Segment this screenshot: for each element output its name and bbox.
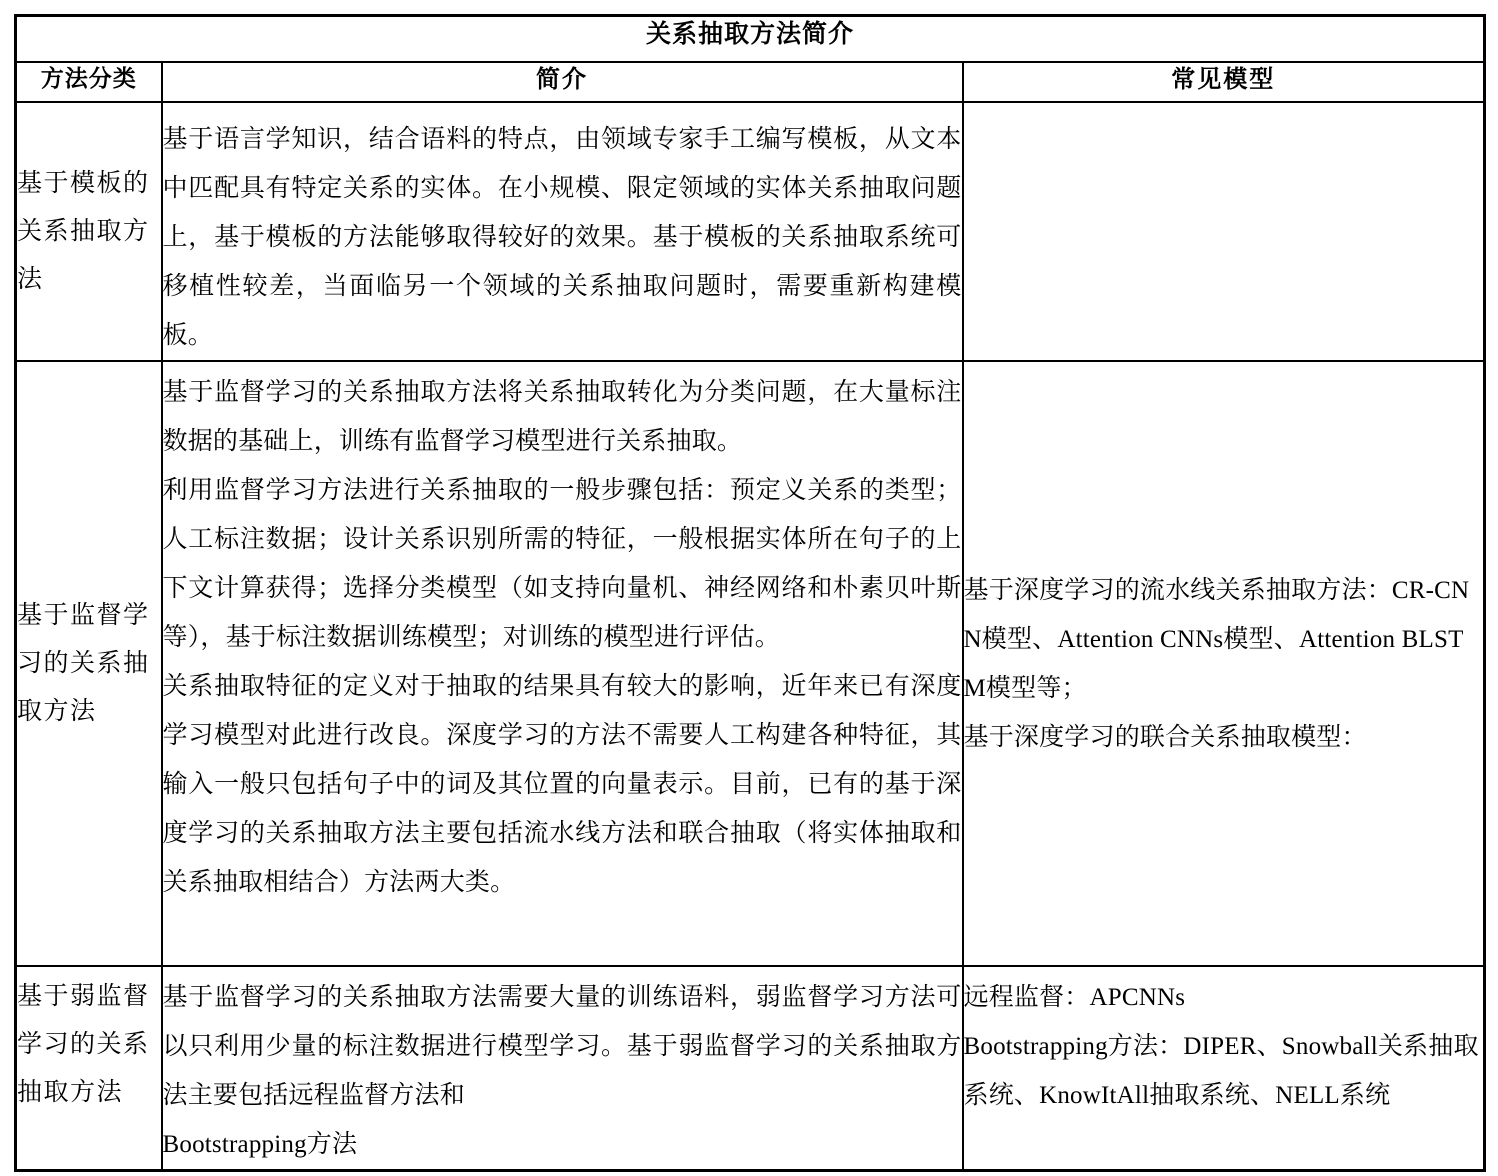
column-header-category-label: 方法分类 xyxy=(40,65,137,92)
description-paragraph: 利用监督学习方法进行关系抽取的一般步骤包括：预定义关系的类型；人工标注数据；设计关系识别所需的特征，一般根据实体所在句子的上下文计算获得；选择分类模型（如支持向量机、神经网络和朴素贝叶斯等），基于标注数据训练模型；对训练的模型进行评估。 xyxy=(162,477,962,651)
table-header-row xyxy=(16,62,1485,102)
row-description-cell xyxy=(162,361,963,966)
model-entry: 远程监督：APCNNs xyxy=(963,984,1186,1011)
model-entry: 基于深度学习的流水线关系抽取方法：CR-CNN模型、Attention CNNs模型、Attention BLSTM模型等； xyxy=(963,576,1470,702)
row-models-cell xyxy=(963,966,1485,1171)
model-entry: 基于深度学习的联合关系抽取模型： xyxy=(963,723,1367,751)
table-title-row xyxy=(16,16,1485,63)
row-category-label: 基于弱监督学习的关系抽取方法 xyxy=(17,983,150,1106)
table-row xyxy=(16,102,1485,361)
column-header-models xyxy=(963,62,1485,102)
row-category-label: 基于监督学习的关系抽取方法 xyxy=(17,601,150,725)
row-models-cell xyxy=(963,102,1485,361)
column-header-description xyxy=(162,62,963,102)
description-paragraph: 基于语言学知识，结合语料的特点，由领域专家手工编写模板，从文本中匹配具有特定关系的实体。在小规模、限定领域的实体关系抽取问题上，基于模板的方法能够取得较好的效果。基于模板的关系抽取系统可移植性较差，当面临另一个领域的关系抽取问题时，需要重新构建模板。 xyxy=(162,126,962,349)
table-title-cell xyxy=(16,16,1485,63)
page-title: 关系抽取方法简介 xyxy=(646,19,855,48)
description-paragraph: 基于监督学习的关系抽取方法将关系抽取转化为分类问题，在大量标注数据的基础上，训练有监督学习模型进行关系抽取。 xyxy=(162,379,962,455)
row-description-cell xyxy=(162,966,963,1171)
row-category-cell xyxy=(16,102,162,361)
relation-extraction-methods-table xyxy=(14,14,1486,1172)
table-row xyxy=(16,966,1485,1171)
row-models-cell xyxy=(963,361,1485,966)
description-paragraph: Bootstrapping方法 xyxy=(162,1131,358,1158)
column-header-models-label: 常见模型 xyxy=(1171,64,1276,93)
description-paragraph: 基于监督学习的关系抽取方法需要大量的训练语料，弱监督学习方法可以只利用少量的标注数据进行模型学习。基于弱监督学习的关系抽取方法主要包括远程监督方法和 xyxy=(162,984,962,1109)
row-category-cell xyxy=(16,966,162,1171)
row-description-cell xyxy=(162,102,963,361)
row-category-cell xyxy=(16,361,162,966)
column-header-description-label: 简介 xyxy=(536,64,588,93)
row-category-label: 基于模板的关系抽取方法 xyxy=(17,169,150,293)
table-row xyxy=(16,361,1485,966)
column-header-category xyxy=(16,62,162,102)
description-paragraph: 关系抽取特征的定义对于抽取的结果具有较大的影响，近年来已有深度学习模型对此进行改良。深度学习的方法不需要人工构建各种特征，其输入一般只包括句子中的词及其位置的向量表示。目前，已有的基于深度学习的关系抽取方法主要包括流水线方法和联合抽取（将实体抽取和关系抽取相结合）方法两大类。 xyxy=(162,673,962,896)
model-entry: Bootstrapping方法：DIPER、Snowball关系抽取系统、KnowItAll抽取系统、NELL系统 xyxy=(963,1033,1479,1109)
